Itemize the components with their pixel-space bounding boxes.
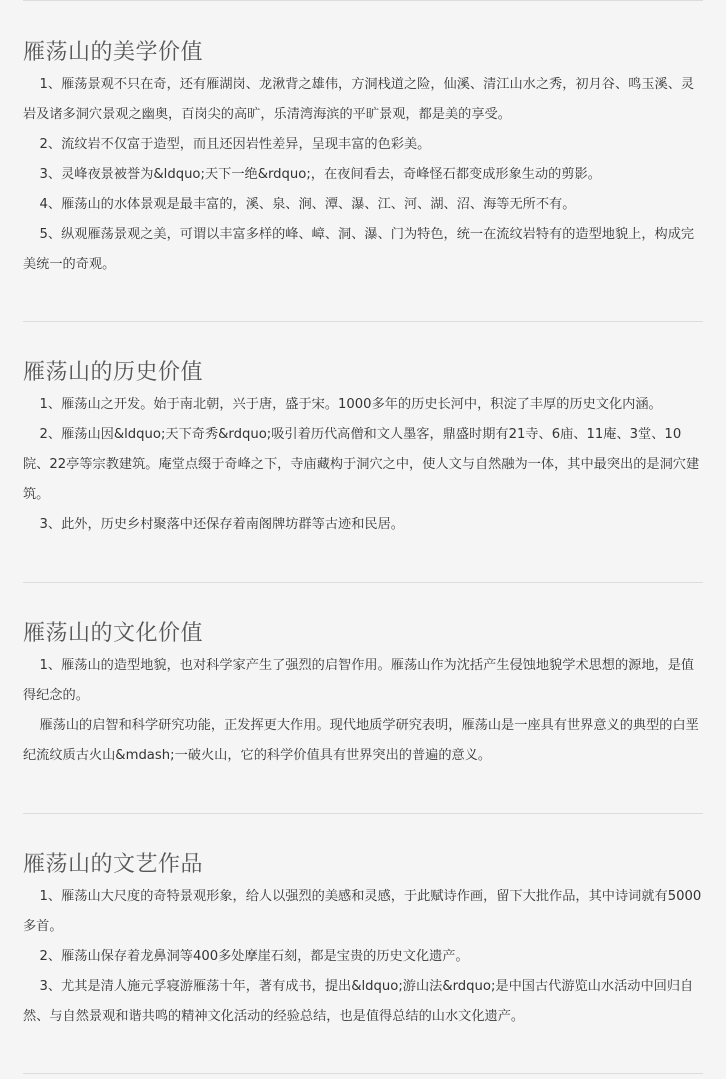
section-literary-works	[23, 850, 703, 1032]
section-title: 雁荡山的文化价值	[23, 621, 204, 646]
divider	[23, 813, 703, 814]
section-body	[23, 390, 703, 540]
section-historical-value	[23, 358, 703, 540]
paragraph: 3、此外，历史乡村聚落中还保存着南阁牌坊群等古迹和民居。	[39, 517, 404, 532]
divider	[23, 1073, 703, 1074]
section-title: 雁荡山的美学价值	[23, 40, 204, 65]
paragraph: 3、尤其是清人施元孚寝游雁荡十年，著有成书，提出&ldquo;游山法&rdquo;是中国古代游览山水活动中回归自然、与自然景观和谐共鸣的精神文化活动的经验总结，也是值得总结的山水文化遗产。	[23, 979, 694, 1024]
section-body	[23, 70, 703, 280]
divider	[23, 582, 703, 583]
paragraph: 1、雁荡山的造型地貌，也对科学家产生了强烈的启智作用。雁荡山作为沈括产生侵蚀地貌学术思想的源地，是值得纪念的。	[23, 658, 695, 703]
section-body	[23, 651, 703, 771]
paragraph: 1、雁荡景观不只在奇，还有雁湖岗、龙湫背之雄伟，方洞栈道之险，仙溪、清江山水之秀，初月谷、鸣玉溪、灵岩及诸多洞穴景观之幽奥，百岗尖的高旷，乐清湾海滨的平旷景观，都是美的享受。	[23, 77, 695, 122]
paragraph: 1、雁荡山大尺度的奇特景观形象，给人以强烈的美感和灵感，于此赋诗作画，留下大批作品，其中诗词就有5000多首。	[23, 889, 702, 934]
divider	[23, 0, 703, 1]
paragraph: 4、雁荡山的水体景观是最丰富的，溪、泉、涧、潭、瀑、江、河、湖、沼、海等无所不有。	[39, 197, 576, 212]
paragraph: 1、雁荡山之开发。始于南北朝，兴于唐，盛于宋。1000多年的历史长河中，积淀了丰厚的历史文化内涵。	[39, 397, 662, 412]
section-cultural-value	[23, 619, 703, 771]
section-aesthetic-value	[23, 38, 703, 280]
paragraph: 雁荡山的启智和科学研究功能，正发挥更大作用。现代地质学研究表明，雁荡山是一座具有世界意义的典型的白垩纪流纹质古火山&mdash;一破火山，它的科学价值具有世界突出的普遍的意义。	[23, 718, 699, 763]
paragraph: 5、纵观雁荡景观之美，可谓以丰富多样的峰、嶂、洞、瀑、门为特色，统一在流纹岩特有的造型地貌上，构成完美统一的奇观。	[23, 227, 695, 272]
section-title: 雁荡山的文艺作品	[23, 852, 204, 877]
section-body	[23, 882, 703, 1032]
paragraph: 2、雁荡山因&ldquo;天下奇秀&rdquo;吸引着历代高僧和文人墨客，鼎盛时期有21寺、6庙、11庵、3堂、10院、22亭等宗教建筑。庵堂点缀于奇峰之下，寺庙藏构于洞穴之中，使人文与自然融为一体，其中最突出的是洞穴建筑。	[23, 427, 700, 502]
divider	[23, 321, 703, 322]
section-title: 雁荡山的历史价值	[23, 360, 204, 385]
paragraph: 3、灵峰夜景被誉为&ldquo;天下一绝&rdquo;，在夜间看去，奇峰怪石都变成形象生动的剪影。	[39, 167, 601, 182]
paragraph: 2、雁荡山保存着龙鼻洞等400多处摩崖石刻，都是宝贵的历史文化遗产。	[39, 949, 469, 964]
paragraph: 2、流纹岩不仅富于造型，而且还因岩性差异，呈现丰富的色彩美。	[39, 137, 431, 152]
